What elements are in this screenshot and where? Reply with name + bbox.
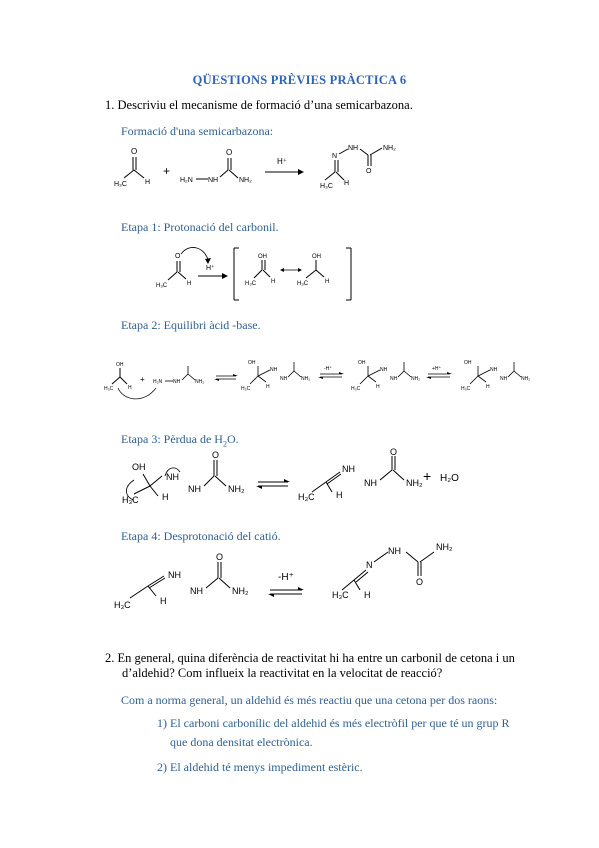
atom-h3c: H₃C bbox=[461, 386, 471, 392]
atom-h3c: H₃C bbox=[245, 281, 257, 287]
question-1-number: 1. bbox=[105, 98, 115, 112]
atom-h2n: H₂N bbox=[180, 177, 193, 184]
atom-h: H bbox=[364, 590, 371, 600]
atom-h3c: H₃C bbox=[156, 283, 168, 289]
atom-nh2: NH₂ bbox=[232, 586, 249, 596]
catalyst-label: H⁺ bbox=[277, 157, 287, 166]
scheme-step3 bbox=[110, 448, 490, 512]
arrow-minus-h: -H⁺ bbox=[324, 366, 332, 372]
atom-o: O bbox=[366, 168, 372, 175]
atom-h3c: H₃C bbox=[320, 183, 333, 190]
question-2-line2: d’aldehid? Com influeix la reactivitat en la velocitat de reacció? bbox=[122, 666, 443, 680]
reason-2: 2) El aldehid té menys impediment estèric. bbox=[157, 760, 363, 774]
atom-h3c: H₃C bbox=[104, 386, 114, 392]
plus-sign: + bbox=[423, 468, 432, 484]
atom-nh: NH bbox=[270, 367, 278, 373]
answer-intro: Com a norma general, un aldehid és més reactiu que una cetona per dos raons: bbox=[121, 693, 498, 707]
reason-1-line2: que dona densitat electrònica. bbox=[170, 735, 313, 749]
atom-h: H bbox=[325, 279, 330, 285]
atom-o: O bbox=[416, 577, 424, 587]
arrow-minus-h: -H⁺ bbox=[278, 572, 294, 583]
atom-oh: OH bbox=[464, 360, 472, 366]
question-1 bbox=[105, 98, 413, 113]
atom-oh: OH bbox=[248, 360, 256, 366]
atom-h3c: H₃C bbox=[241, 386, 251, 392]
arrow-plus-h: +H⁺ bbox=[432, 366, 442, 372]
atom-nh2: NH₂ bbox=[195, 379, 205, 385]
atom-nh: NH bbox=[348, 145, 359, 152]
atom-n: N bbox=[366, 560, 373, 570]
atom-h3c: H₃C bbox=[114, 181, 127, 188]
question-2 bbox=[105, 651, 525, 681]
atom-h: H bbox=[376, 384, 380, 390]
atom-nh: NH bbox=[390, 376, 398, 382]
atom-nh2: NH₂ bbox=[228, 484, 245, 494]
atom-h3c: H₃C bbox=[114, 600, 131, 610]
catalyst-label: H⁺ bbox=[206, 265, 215, 272]
section-step3-label-pre: Etapa 3: Pèrdua de H bbox=[121, 432, 223, 446]
atom-h: H bbox=[160, 596, 167, 606]
atom-nh: NH bbox=[490, 367, 498, 373]
atom-h: H bbox=[486, 384, 490, 390]
atom-h3c: H₃C bbox=[297, 281, 309, 287]
atom-o: O bbox=[212, 450, 220, 460]
section-step2-label: Etapa 2: Equilibri àcid -base. bbox=[121, 318, 261, 332]
atom-h2o-plus: OH bbox=[132, 462, 146, 472]
atom-nh: NH bbox=[166, 472, 179, 482]
atom-h3c: H₃C bbox=[298, 492, 315, 502]
scheme-step4 bbox=[110, 536, 480, 616]
atom-h: H bbox=[344, 180, 350, 187]
atom-h3c: H₃C bbox=[332, 590, 349, 600]
atom-h: H bbox=[162, 492, 169, 502]
page-title: QÜESTIONS PRÈVIES PRÀCTICA 6 bbox=[192, 73, 407, 87]
atom-n: N bbox=[332, 153, 338, 160]
atom-nh: NH bbox=[280, 376, 288, 382]
scheme-formation bbox=[100, 140, 430, 200]
question-2-number: 2. bbox=[105, 651, 115, 665]
atom-nh: NH bbox=[500, 376, 508, 382]
reason-1-line1: 1) El carboni carbonílic del aldehid és més electròfil per que té un grup R bbox=[157, 716, 510, 730]
atom-oh: OH bbox=[116, 362, 124, 368]
atom-nh: NH bbox=[190, 586, 203, 596]
atom-nh: NH bbox=[173, 379, 181, 385]
atom-nh2: NH₂ bbox=[411, 376, 421, 382]
atom-oh: OH bbox=[358, 360, 366, 366]
atom-h: H bbox=[271, 279, 276, 285]
scheme-step2 bbox=[98, 350, 538, 410]
atom-h: H bbox=[336, 490, 343, 500]
section-step3-label-sub: 2 bbox=[222, 439, 227, 449]
atom-nh: NH bbox=[388, 546, 401, 556]
section-step3-label-post: O. bbox=[226, 432, 239, 446]
water-label: H₂O bbox=[440, 473, 459, 484]
atom-h: H bbox=[128, 385, 132, 391]
section-step1-label: Etapa 1: Protonació del carbonil. bbox=[121, 220, 279, 234]
atom-h: H bbox=[145, 179, 151, 186]
section-step3-label bbox=[121, 432, 239, 448]
atom-nh: NH bbox=[188, 484, 201, 494]
atom-h3c: H₃C bbox=[122, 495, 139, 505]
atom-o: O bbox=[175, 253, 181, 260]
atom-h3c: H₃C bbox=[351, 386, 361, 392]
plus-sign: + bbox=[163, 164, 171, 178]
atom-nh2: NH₂ bbox=[521, 376, 531, 382]
plus-sign: + bbox=[140, 375, 145, 384]
atom-nh2: NH₂ bbox=[383, 145, 396, 152]
atom-oh: OH bbox=[258, 254, 267, 260]
scheme-step1 bbox=[150, 240, 370, 305]
atom-nh: NH bbox=[342, 464, 355, 474]
section-step4-label: Etapa 4: Desprotonació del catió. bbox=[121, 529, 281, 543]
atom-nh: NH bbox=[364, 478, 377, 488]
atom-h: H bbox=[266, 384, 270, 390]
atom-o: O bbox=[216, 552, 224, 562]
atom-nh2: NH₂ bbox=[301, 376, 311, 382]
atom-o: O bbox=[131, 147, 138, 156]
question-1-text: Descriviu el mecanisme de formació d’una semicarbazona. bbox=[117, 98, 413, 112]
atom-h: H bbox=[187, 281, 192, 287]
atom-nh: NH bbox=[208, 177, 219, 184]
atom-nh2: NH₂ bbox=[436, 542, 453, 552]
atom-nh2: NH₂ bbox=[239, 177, 252, 184]
question-2-line1: En general, quina diferència de reactivitat hi ha entre un carbonil de cetona i un bbox=[117, 651, 515, 665]
section-formation-label: Formació d'una semicarbazona: bbox=[121, 124, 274, 138]
atom-h2n: H₂N bbox=[153, 379, 163, 385]
atom-nh2: NH₂ bbox=[406, 478, 423, 488]
atom-o: O bbox=[390, 448, 398, 457]
atom-o: O bbox=[226, 148, 233, 157]
atom-nh: NH bbox=[168, 570, 181, 580]
atom-nh: NH bbox=[380, 367, 388, 373]
atom-oh: OH bbox=[312, 254, 321, 260]
